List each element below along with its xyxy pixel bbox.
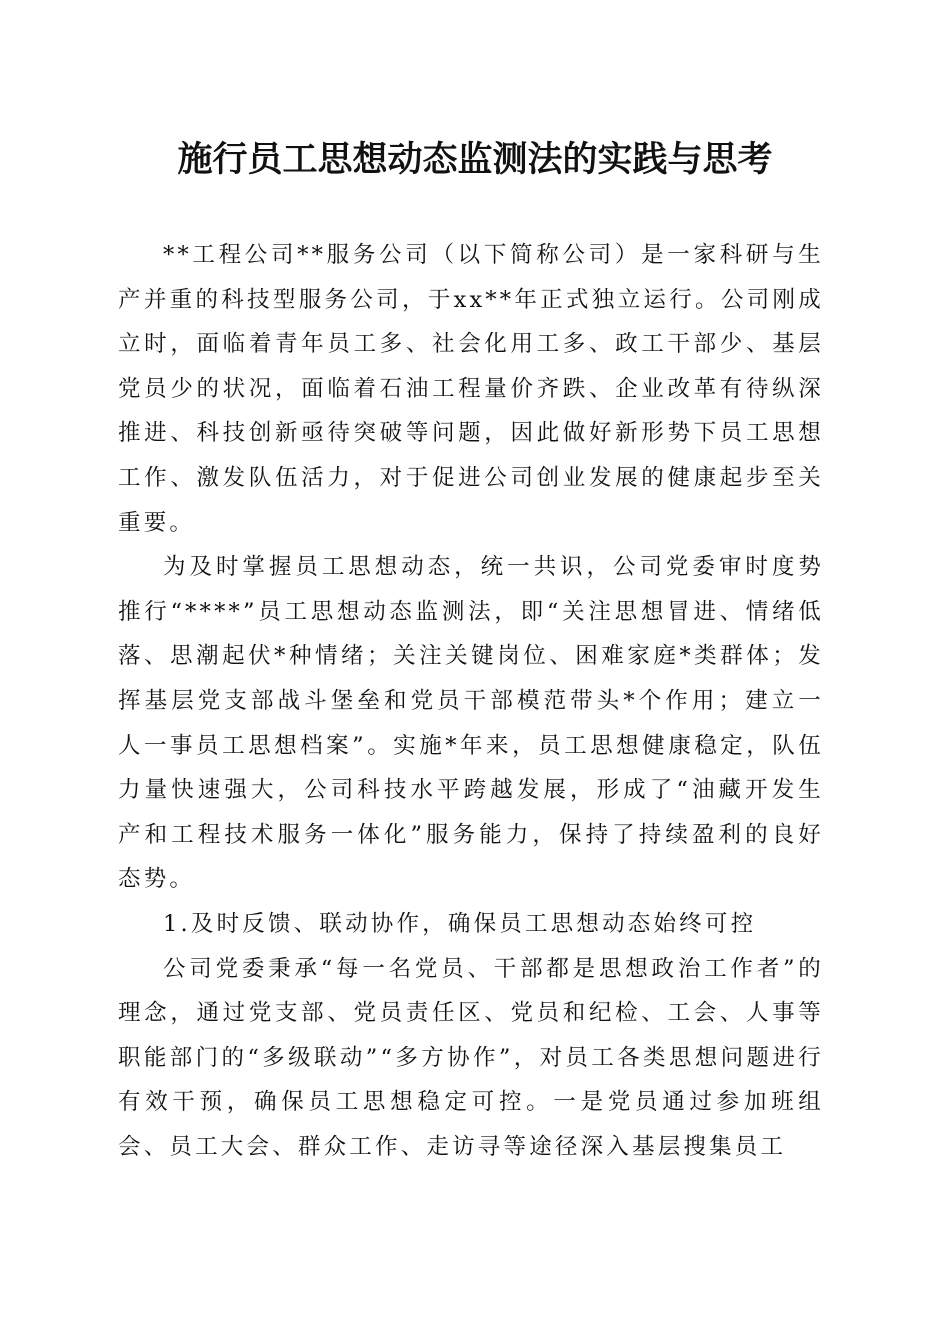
document-body [118,233,824,1169]
paragraph-intro: **工程公司**服务公司（以下简称公司）是一家科研与生产并重的科技型服务公司，于xx**年正式独立运行。公司刚成立时，面临着青年员工多、社会化用工多、政工干部少、基层党员少的状况，面临着石油工程量价齐跌、企业改革有待纵深推进、科技创新亟待突破等问题，因此做好新形势下员工思想工作、激发队伍活力，对于促进公司创业发展的健康起步至关重要。 [118,242,824,536]
section-heading: 1.及时反馈、联动协作，确保员工思想动态始终可控 [163,910,757,937]
document-title: 施行员工思想动态监测法的实践与思考 [177,139,773,180]
paragraph-section: 公司党委秉承“每一名党员、干部都是思想政治工作者”的理念，通过党支部、党员责任区、党员和纪检、工会、人事等职能部门的“多级联动”“多方协作”，对员工各类思想问题进行有效干预，确保员工思想稳定可控。一是党员通过参加班组会、员工大会、群众工作、走访寻等途径深入基层搜集员工 [118,955,824,1160]
paragraph-method: 为及时掌握员工思想动态，统一共识，公司党委审时度势推行“****”员工思想动态监测法，即“关注思想冒进、情绪低落、思潮起伏*种情绪；关注关键岗位、困难家庭*类群体；发挥基层党支部战斗堡垒和党员干部模范带头*个作用；建立一人一事员工思想档案”。实施*年来，员工思想健康稳定，队伍力量快速强大，公司科技水平跨越发展，形成了“油藏开发生产和工程技术服务一体化”服务能力，保持了持续盈利的良好态势。 [118,554,824,893]
